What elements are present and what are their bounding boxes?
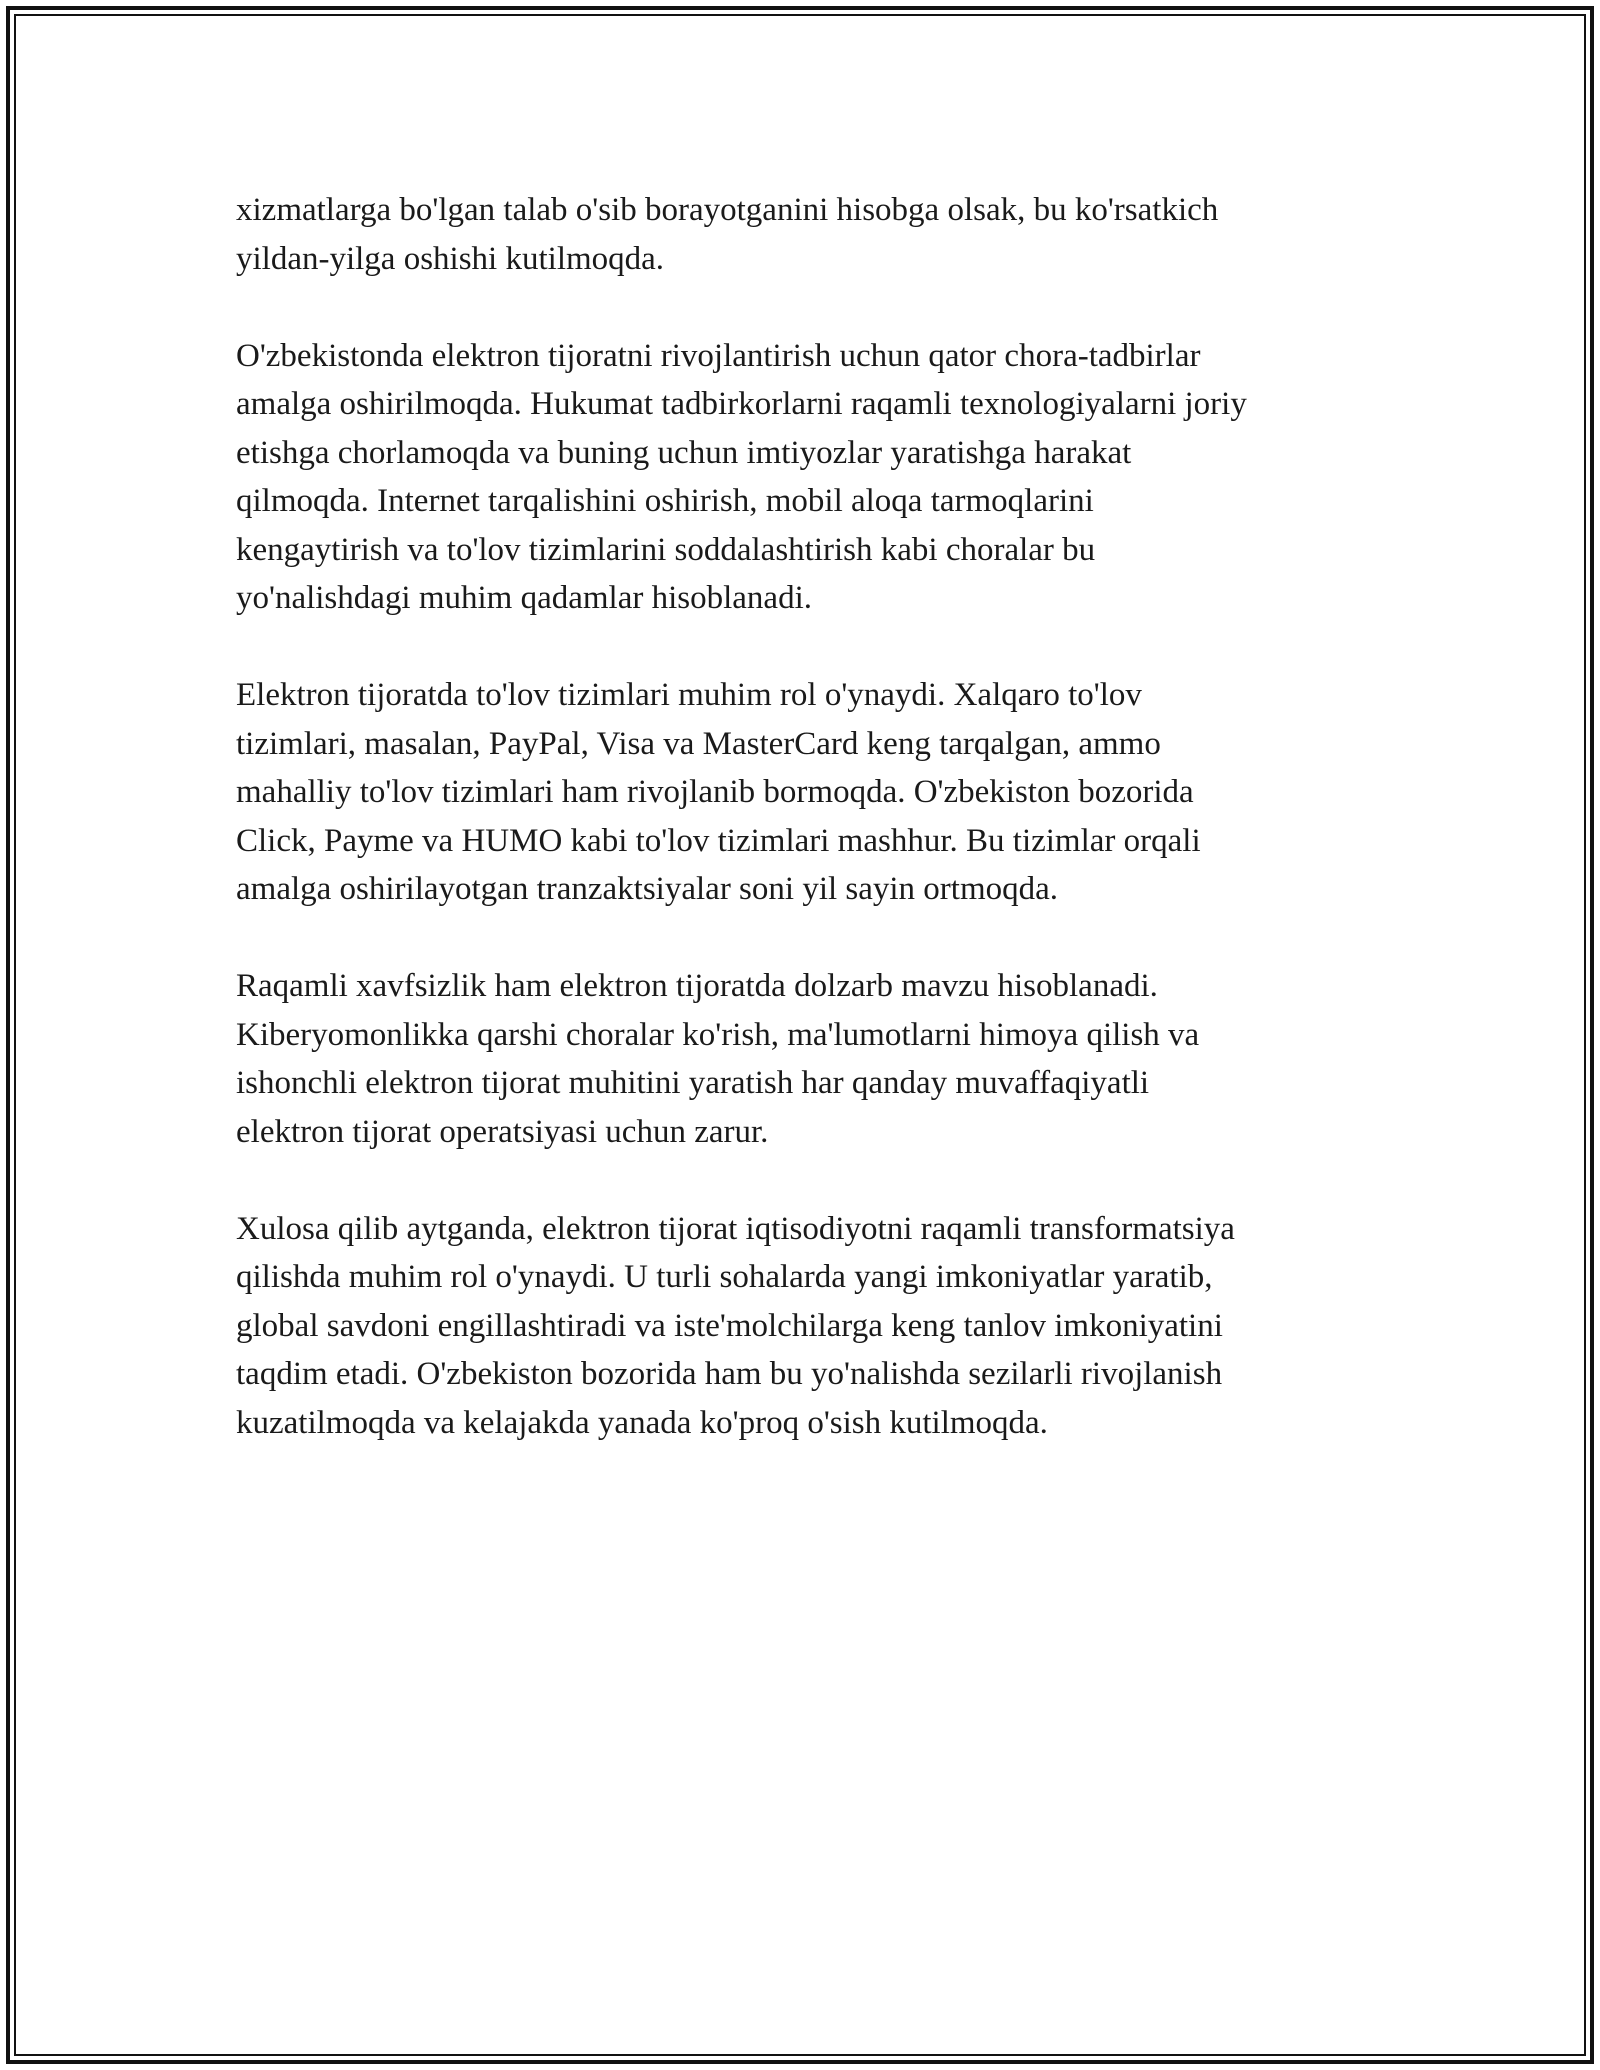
paragraph-4 — [236, 962, 1376, 1156]
text-line: tizimlari, masalan, PayPal, Visa va MasterCard keng tarqalgan, ammo — [236, 725, 1161, 762]
text-line: ishonchli elektron tijorat muhitini yaratish har qanday muvaffaqiyatli — [236, 1065, 1150, 1101]
text-line: qilmoqda. Internet tarqalishini oshirish, mobil aloqa tarmoqlarini — [236, 483, 1094, 519]
text-line: Elektron tijoratda to'lov tizimlari muhim rol o'ynaydi. Xalqaro to'lov — [236, 677, 1142, 713]
text-line: Click, Payme va HUMO kabi to'lov tizimlari mashhur. Bu tizimlar orqali — [236, 822, 1201, 859]
text-line: mahalliy to'lov tizimlari ham rivojlanib bormoqda. O'zbekiston bozorida — [236, 774, 1194, 810]
text-line: kuzatilmoqda va kelajakda yanada ko'proq o'sish kutilmoqda. — [236, 1404, 1048, 1441]
text-line: qilishda muhim rol o'ynaydi. U turli sohalarda yangi imkoniyatlar yaratib, — [236, 1259, 1213, 1295]
text-line: elektron tijorat operatsiyasi uchun zarur. — [236, 1113, 769, 1150]
text-line: taqdim etadi. O'zbekiston bozorida ham bu yo'nalishda sezilarli rivojlanish — [236, 1356, 1223, 1392]
text-line: xizmatlarga bo'lgan talab o'sib borayotganini hisobga olsak, bu ko'rsatkich — [236, 192, 1219, 228]
text-line: kengaytirish va to'lov tizimlarini soddalashtirish kabi choralar bu — [236, 531, 1096, 568]
text-line: yo'nalishdagi muhim qadamlar hisoblanadi. — [236, 580, 813, 616]
text-line: O'zbekistonda elektron tijoratni rivojlantirish uchun qator chora-tadbirlar — [236, 337, 1201, 374]
paragraph-2 — [236, 332, 1376, 623]
text-line: etishga chorlamoqda va buning uchun imtiyozlar yaratishga harakat — [236, 434, 1132, 471]
paragraph-1 — [236, 186, 1376, 283]
text-line: yildan-yilga oshishi kutilmoqda. — [236, 240, 665, 277]
text-line: Xulosa qilib aytganda, elektron tijorat iqtisodiyotni raqamli transformatsiya — [236, 1210, 1235, 1247]
paragraph-5 — [236, 1205, 1376, 1448]
text-line: Raqamli xavfsizlik ham elektron tijoratda dolzarb mavzu hisoblanadi. — [236, 968, 1158, 1004]
document-body — [236, 186, 1376, 1496]
paragraph-3 — [236, 671, 1376, 914]
text-line: global savdoni engillashtiradi va iste'molchilarga keng tanlov imkoniyatini — [236, 1307, 1223, 1344]
text-line: amalga oshirilayotgan tranzaktsiyalar soni yil sayin ortmoqda. — [236, 871, 1059, 907]
text-line: amalga oshirilmoqda. Hukumat tadbirkorlarni raqamli texnologiyalarni joriy — [236, 386, 1247, 422]
text-line: Kiberyomonlikka qarshi choralar ko'rish, ma'lumotlarni himoya qilish va — [236, 1016, 1200, 1053]
